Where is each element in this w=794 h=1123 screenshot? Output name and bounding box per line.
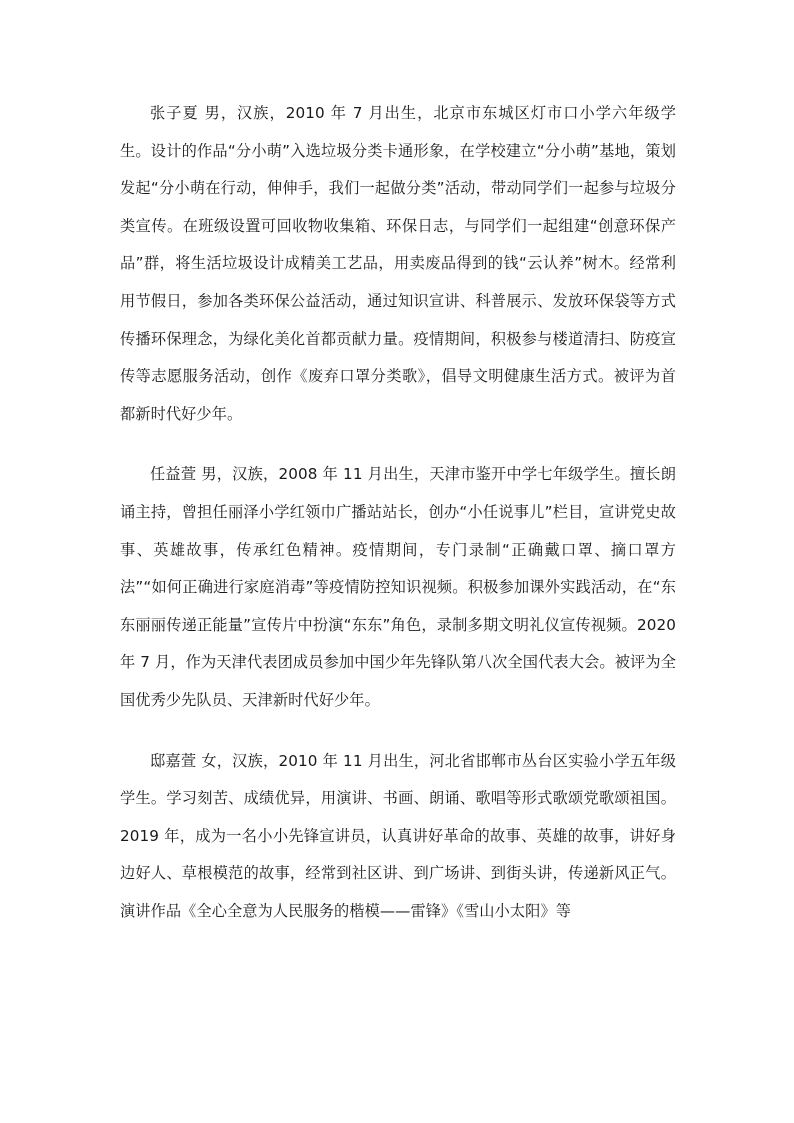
profile-paragraph-ren-yixuan: 任益萱 男，汉族，2008 年 11 月出生，天津市鉴开中学七年级学生。擅长朗诵主持，曾担任丽泽小学红领巾广播站站长，创办“小任说事儿”栏目，宣讲党史故事、英雄故事，传承红色精神。疫情期间，专门录制“正确戴口罩、摘口罩方法”“如何正确进行家庭消毒”等疫情防控知识视频。积极参加课外实践活动，在“东东丽丽传递正能量”宣传片中扮演“东东”角色，录制多期文明礼仪宣传视频。2020 年 7 月，作为天津代表团成员参加中国少年先锋队第八次全国代表大会。被评为全国优秀少先队员、天津新时代好少年。 <box>120 465 676 709</box>
profile-paragraph-di-jiaxuan: 邸嘉萱 女，汉族，2010 年 11 月出生，河北省邯郸市丛台区实验小学五年级学生。学习刻苦、成绩优异，用演讲、书画、朗诵、歌唱等形式歌颂党歌颂祖国。2019 年，成为一名小小先锋宣讲员，认真讲好革命的故事、英雄的故事，讲好身边好人、草根模范的故事，经常到社区讲、到广场讲、到街头讲，传递新风正气。演讲作品《全心全意为人民服务的楷模——雷锋》《雪山小太阳》等 <box>120 751 676 920</box>
document-body <box>120 95 676 930</box>
profile-paragraph-zhang-zixia: 张子夏 男，汉族，2010 年 7 月出生，北京市东城区灯市口小学六年级学生。设计的作品“分小萌”入选垃圾分类卡通形象，在学校建立“分小萌”基地，策划发起“分小萌在行动，伸伸手，我们一起做分类”活动，带动同学们一起参与垃圾分类宣传。在班级设置可回收物收集箱、环保日志，与同学们一起组建“创意环保产品”群，将生活垃圾设计成精美工艺品，用卖废品得到的钱“云认养”树木。经常利用节假日，参加各类环保公益活动，通过知识宣讲、科普展示、发放环保袋等方式传播环保理念，为绿化美化首都贡献力量。疫情期间，积极参与楼道清扫、防疫宣传等志愿服务活动，创作《废弃口罩分类歌》，倡导文明健康生活方式。被评为首都新时代好少年。 <box>120 104 676 423</box>
